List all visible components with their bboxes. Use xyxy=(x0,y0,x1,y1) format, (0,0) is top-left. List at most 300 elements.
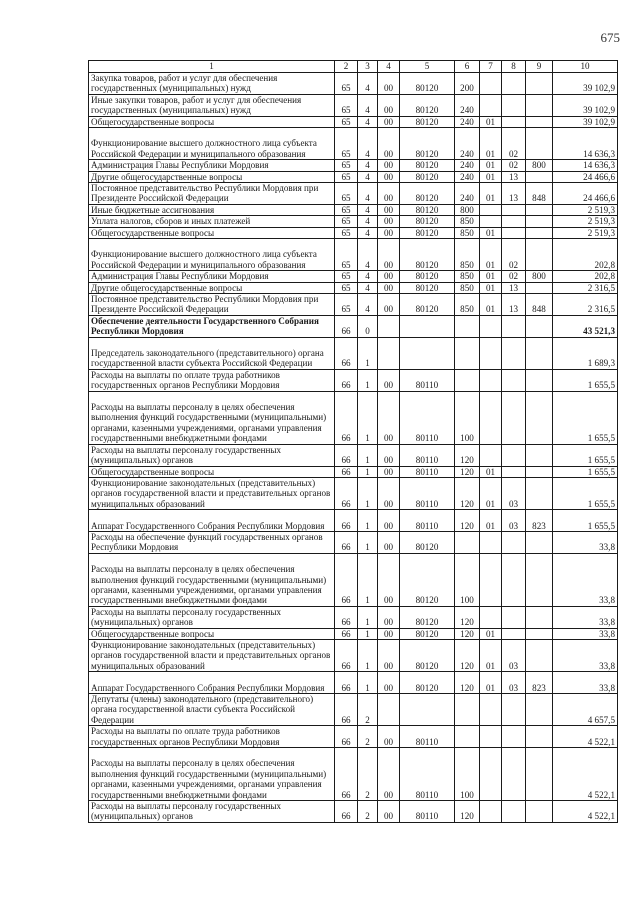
col6-cell xyxy=(455,726,480,748)
table-row xyxy=(89,726,618,748)
col4-cell: 00 xyxy=(378,639,400,671)
col9-cell xyxy=(526,639,553,671)
col5-cell: 80110 xyxy=(400,444,455,466)
col9-cell xyxy=(526,73,553,95)
col5-cell: 80110 xyxy=(400,391,455,444)
table-row xyxy=(89,315,618,337)
col6-cell: 240 xyxy=(455,183,480,205)
col8-cell: 02 xyxy=(502,160,526,171)
header-cell: 7 xyxy=(480,61,502,73)
col9-cell xyxy=(526,466,553,477)
col5-cell xyxy=(400,337,455,369)
col8-cell: 03 xyxy=(502,672,526,694)
col7-cell: 01 xyxy=(480,282,502,293)
col5-cell: 80110 xyxy=(400,748,455,801)
col7-cell xyxy=(480,391,502,444)
col5-cell: 80120 xyxy=(400,94,455,116)
col7-cell xyxy=(480,216,502,227)
col6-cell: 120 xyxy=(455,444,480,466)
col9-cell xyxy=(526,171,553,182)
col6-cell xyxy=(455,369,480,391)
col6-cell: 120 xyxy=(455,672,480,694)
row-name-cell: Председатель законодательного (представительного) органа государственной власти субъекта Российской Федерации xyxy=(89,337,335,369)
row-name-cell: Функционирование законодательных (представительных) органов государственной власти и представительных органов муниципальных образований xyxy=(89,477,335,509)
col2-cell: 65 xyxy=(335,271,358,282)
col3-cell: 4 xyxy=(358,271,378,282)
col2-cell: 65 xyxy=(335,116,358,127)
col4-cell: 00 xyxy=(378,116,400,127)
col7-cell: 01 xyxy=(480,466,502,477)
col7-cell xyxy=(480,444,502,466)
table-row xyxy=(89,204,618,215)
col2-cell: 65 xyxy=(335,183,358,205)
col4-cell: 00 xyxy=(378,216,400,227)
amount-cell: 33,8 xyxy=(553,639,618,671)
col5-cell: 80120 xyxy=(400,639,455,671)
col5-cell: 80120 xyxy=(400,239,455,271)
col3-cell: 1 xyxy=(358,553,378,606)
col7-cell xyxy=(480,73,502,95)
amount-cell: 39 102,9 xyxy=(553,116,618,127)
col5-cell: 80120 xyxy=(400,116,455,127)
col8-cell: 13 xyxy=(502,282,526,293)
col4-cell: 00 xyxy=(378,73,400,95)
col5-cell: 80120 xyxy=(400,628,455,639)
row-name-cell: Закупка товаров, работ и услуг для обеспечения государственных (муниципальных) нужд xyxy=(89,73,335,95)
col7-cell: 01 xyxy=(480,628,502,639)
col6-cell: 120 xyxy=(455,477,480,509)
row-name-cell: Расходы на выплаты персоналу в целях обеспечения выполнения функций государственными (муниципальными) органами, казенными учреждениями, органами управления государственными внебюджетными фондами xyxy=(89,748,335,801)
col2-cell: 66 xyxy=(335,315,358,337)
col2-cell: 66 xyxy=(335,628,358,639)
col3-cell: 4 xyxy=(358,160,378,171)
col7-cell: 01 xyxy=(480,183,502,205)
col2-cell: 66 xyxy=(335,531,358,553)
col5-cell: 80110 xyxy=(400,801,455,823)
col4-cell: 00 xyxy=(378,204,400,215)
col8-cell: 02 xyxy=(502,128,526,160)
col3-cell: 2 xyxy=(358,801,378,823)
col3-cell: 1 xyxy=(358,466,378,477)
col3-cell: 0 xyxy=(358,315,378,337)
col7-cell: 01 xyxy=(480,477,502,509)
row-name-cell: Депутаты (члены) законодательного (представительного) органа государственной власти субъекта Российской Федерации xyxy=(89,693,335,725)
col9-cell xyxy=(526,369,553,391)
col4-cell xyxy=(378,315,400,337)
header-row xyxy=(89,61,618,73)
row-name-cell: Расходы на выплаты персоналу в целях обеспечения выполнения функций государственными (муниципальными) органами, казенными учреждениями, органами управления государственными внебюджетными фондами xyxy=(89,553,335,606)
col3-cell: 4 xyxy=(358,216,378,227)
col2-cell: 65 xyxy=(335,227,358,238)
header-cell: 10 xyxy=(553,61,618,73)
col6-cell: 240 xyxy=(455,128,480,160)
amount-cell: 24 466,6 xyxy=(553,171,618,182)
col9-cell: 823 xyxy=(526,672,553,694)
amount-cell: 39 102,9 xyxy=(553,73,618,95)
col3-cell: 1 xyxy=(358,337,378,369)
col4-cell: 00 xyxy=(378,294,400,316)
amount-cell: 43 521,3 xyxy=(553,315,618,337)
col7-cell: 01 xyxy=(480,227,502,238)
col5-cell: 80120 xyxy=(400,553,455,606)
col5-cell: 80120 xyxy=(400,73,455,95)
col4-cell: 00 xyxy=(378,726,400,748)
col9-cell xyxy=(526,315,553,337)
col3-cell: 1 xyxy=(358,510,378,532)
col4-cell: 00 xyxy=(378,239,400,271)
col2-cell: 66 xyxy=(335,337,358,369)
col4-cell: 00 xyxy=(378,227,400,238)
header-cell: 4 xyxy=(378,61,400,73)
col5-cell: 80110 xyxy=(400,510,455,532)
col7-cell: 01 xyxy=(480,271,502,282)
col6-cell: 200 xyxy=(455,73,480,95)
col8-cell xyxy=(502,553,526,606)
col2-cell: 65 xyxy=(335,94,358,116)
table-row xyxy=(89,606,618,628)
col2-cell: 66 xyxy=(335,639,358,671)
row-name-cell: Другие общегосударственные вопросы xyxy=(89,171,335,182)
col3-cell: 4 xyxy=(358,239,378,271)
col8-cell xyxy=(502,444,526,466)
col9-cell xyxy=(526,216,553,227)
row-name-cell: Обеспечение деятельности Государственного Собрания Республики Мордовия xyxy=(89,315,335,337)
col7-cell: 01 xyxy=(480,116,502,127)
col2-cell: 66 xyxy=(335,726,358,748)
col6-cell xyxy=(455,315,480,337)
col9-cell xyxy=(526,801,553,823)
col7-cell xyxy=(480,531,502,553)
col2-cell: 65 xyxy=(335,171,358,182)
row-name-cell: Постоянное представительство Республики Мордовия при Президенте Российской Федерации xyxy=(89,183,335,205)
col8-cell: 03 xyxy=(502,510,526,532)
col3-cell: 1 xyxy=(358,444,378,466)
col4-cell: 00 xyxy=(378,628,400,639)
col6-cell xyxy=(455,693,480,725)
col9-cell xyxy=(526,628,553,639)
col9-cell xyxy=(526,444,553,466)
col2-cell: 65 xyxy=(335,282,358,293)
col3-cell: 4 xyxy=(358,227,378,238)
table-row xyxy=(89,466,618,477)
col2-cell: 66 xyxy=(335,606,358,628)
table-row xyxy=(89,73,618,95)
col7-cell xyxy=(480,369,502,391)
col5-cell: 80120 xyxy=(400,606,455,628)
col2-cell: 66 xyxy=(335,748,358,801)
col8-cell xyxy=(502,693,526,725)
col2-cell: 66 xyxy=(335,510,358,532)
col2-cell: 66 xyxy=(335,672,358,694)
col6-cell: 120 xyxy=(455,606,480,628)
col9-cell xyxy=(526,726,553,748)
col5-cell: 80120 xyxy=(400,160,455,171)
row-name-cell: Администрация Главы Республики Мордовия xyxy=(89,160,335,171)
amount-cell: 2 519,3 xyxy=(553,227,618,238)
row-name-cell: Расходы на выплаты персоналу государственных (муниципальных) органов xyxy=(89,801,335,823)
col9-cell xyxy=(526,531,553,553)
amount-cell: 4 522,1 xyxy=(553,726,618,748)
col4-cell: 00 xyxy=(378,510,400,532)
amount-cell: 1 655,5 xyxy=(553,369,618,391)
amount-cell: 2 316,5 xyxy=(553,282,618,293)
col4-cell: 00 xyxy=(378,128,400,160)
amount-cell: 2 519,3 xyxy=(553,216,618,227)
col9-cell xyxy=(526,391,553,444)
row-name-cell: Уплата налогов, сборов и иных платежей xyxy=(89,216,335,227)
row-name-cell: Расходы на обеспечение функций государственных органов Республики Мордовия xyxy=(89,531,335,553)
col4-cell: 00 xyxy=(378,477,400,509)
table-row xyxy=(89,672,618,694)
col9-cell xyxy=(526,748,553,801)
col5-cell: 80120 xyxy=(400,294,455,316)
col5-cell: 80120 xyxy=(400,227,455,238)
col7-cell: 01 xyxy=(480,294,502,316)
row-name-cell: Функционирование высшего должностного лица субъекта Российской Федерации и муниципального образования xyxy=(89,128,335,160)
table-row xyxy=(89,639,618,671)
col5-cell: 80120 xyxy=(400,183,455,205)
col9-cell xyxy=(526,204,553,215)
col3-cell: 4 xyxy=(358,171,378,182)
col6-cell: 850 xyxy=(455,227,480,238)
col8-cell xyxy=(502,337,526,369)
col9-cell xyxy=(526,606,553,628)
table-header xyxy=(89,61,618,73)
col2-cell: 66 xyxy=(335,801,358,823)
col7-cell: 01 xyxy=(480,239,502,271)
col4-cell xyxy=(378,693,400,725)
col3-cell: 1 xyxy=(358,628,378,639)
col6-cell: 240 xyxy=(455,116,480,127)
col4-cell: 00 xyxy=(378,160,400,171)
col2-cell: 65 xyxy=(335,204,358,215)
col6-cell: 240 xyxy=(455,94,480,116)
amount-cell: 202,8 xyxy=(553,271,618,282)
col6-cell: 850 xyxy=(455,282,480,293)
row-name-cell: Общегосударственные вопросы xyxy=(89,466,335,477)
col2-cell: 65 xyxy=(335,160,358,171)
table-row xyxy=(89,271,618,282)
amount-cell: 14 636,3 xyxy=(553,128,618,160)
col3-cell: 4 xyxy=(358,204,378,215)
col8-cell: 13 xyxy=(502,171,526,182)
col5-cell: 80120 xyxy=(400,531,455,553)
col6-cell: 850 xyxy=(455,294,480,316)
table-row xyxy=(89,227,618,238)
amount-cell: 33,8 xyxy=(553,606,618,628)
amount-cell: 4 522,1 xyxy=(553,801,618,823)
col6-cell: 100 xyxy=(455,553,480,606)
table-row xyxy=(89,510,618,532)
col5-cell xyxy=(400,315,455,337)
col6-cell: 850 xyxy=(455,271,480,282)
table-row xyxy=(89,216,618,227)
col4-cell: 00 xyxy=(378,171,400,182)
row-name-cell: Постоянное представительство Республики Мордовия при Президенте Российской Федерации xyxy=(89,294,335,316)
col9-cell xyxy=(526,693,553,725)
col8-cell xyxy=(502,204,526,215)
col3-cell: 4 xyxy=(358,183,378,205)
col9-cell: 823 xyxy=(526,510,553,532)
col8-cell: 03 xyxy=(502,477,526,509)
col8-cell xyxy=(502,94,526,116)
col9-cell: 848 xyxy=(526,183,553,205)
table-row xyxy=(89,391,618,444)
table-row xyxy=(89,801,618,823)
col3-cell: 1 xyxy=(358,391,378,444)
header-cell: 8 xyxy=(502,61,526,73)
row-name-cell: Администрация Главы Республики Мордовия xyxy=(89,271,335,282)
table-row xyxy=(89,337,618,369)
col3-cell: 2 xyxy=(358,693,378,725)
amount-cell: 4 657,5 xyxy=(553,693,618,725)
col4-cell: 00 xyxy=(378,466,400,477)
row-name-cell: Функционирование законодательных (представительных) органов государственной власти и представительных органов муниципальных образований xyxy=(89,639,335,671)
col9-cell xyxy=(526,553,553,606)
col8-cell xyxy=(502,227,526,238)
col6-cell: 100 xyxy=(455,748,480,801)
col8-cell xyxy=(502,628,526,639)
col8-cell: 03 xyxy=(502,639,526,671)
col5-cell: 80110 xyxy=(400,726,455,748)
row-name-cell: Аппарат Государственного Собрания Республики Мордовия xyxy=(89,510,335,532)
col7-cell: 01 xyxy=(480,510,502,532)
header-cell: 1 xyxy=(89,61,335,73)
col8-cell xyxy=(502,466,526,477)
col3-cell: 1 xyxy=(358,477,378,509)
col2-cell: 66 xyxy=(335,466,358,477)
amount-cell: 39 102,9 xyxy=(553,94,618,116)
col3-cell: 4 xyxy=(358,73,378,95)
col5-cell: 80110 xyxy=(400,477,455,509)
col6-cell: 120 xyxy=(455,628,480,639)
amount-cell: 1 655,5 xyxy=(553,510,618,532)
col6-cell: 240 xyxy=(455,160,480,171)
table-row xyxy=(89,531,618,553)
col9-cell xyxy=(526,116,553,127)
row-name-cell: Иные бюджетные ассигнования xyxy=(89,204,335,215)
col3-cell: 4 xyxy=(358,294,378,316)
col4-cell: 00 xyxy=(378,672,400,694)
table-row xyxy=(89,693,618,725)
header-cell: 3 xyxy=(358,61,378,73)
col8-cell xyxy=(502,748,526,801)
col9-cell: 800 xyxy=(526,160,553,171)
amount-cell: 1 655,5 xyxy=(553,444,618,466)
col5-cell: 80120 xyxy=(400,204,455,215)
table-row xyxy=(89,628,618,639)
col3-cell: 2 xyxy=(358,748,378,801)
col3-cell: 1 xyxy=(358,672,378,694)
col4-cell: 00 xyxy=(378,531,400,553)
col5-cell: 80120 xyxy=(400,271,455,282)
col9-cell xyxy=(526,337,553,369)
col2-cell: 66 xyxy=(335,444,358,466)
col2-cell: 65 xyxy=(335,239,358,271)
col9-cell xyxy=(526,239,553,271)
col2-cell: 65 xyxy=(335,128,358,160)
amount-cell: 33,8 xyxy=(553,553,618,606)
row-name-cell: Аппарат Государственного Собрания Республики Мордовия xyxy=(89,672,335,694)
col3-cell: 4 xyxy=(358,282,378,293)
col6-cell: 240 xyxy=(455,171,480,182)
col2-cell: 66 xyxy=(335,693,358,725)
col4-cell: 00 xyxy=(378,94,400,116)
row-name-cell: Расходы на выплаты по оплате труда работников государственных органов Республики Мордовия xyxy=(89,369,335,391)
col8-cell xyxy=(502,391,526,444)
col2-cell: 66 xyxy=(335,477,358,509)
col8-cell xyxy=(502,369,526,391)
col8-cell xyxy=(502,216,526,227)
amount-cell: 202,8 xyxy=(553,239,618,271)
amount-cell: 2 316,5 xyxy=(553,294,618,316)
row-name-cell: Расходы на выплаты по оплате труда работников государственных органов Республики Мордовия xyxy=(89,726,335,748)
amount-cell: 24 466,6 xyxy=(553,183,618,205)
col5-cell: 80120 xyxy=(400,171,455,182)
header-cell: 9 xyxy=(526,61,553,73)
col2-cell: 65 xyxy=(335,73,358,95)
row-name-cell: Функционирование высшего должностного лица субъекта Российской Федерации и муниципального образования xyxy=(89,239,335,271)
col3-cell: 1 xyxy=(358,531,378,553)
amount-cell: 1 655,5 xyxy=(553,477,618,509)
row-name-cell: Общегосударственные вопросы xyxy=(89,116,335,127)
col6-cell: 800 xyxy=(455,204,480,215)
col7-cell: 01 xyxy=(480,128,502,160)
amount-cell: 33,8 xyxy=(553,628,618,639)
table-row xyxy=(89,160,618,171)
col3-cell: 2 xyxy=(358,726,378,748)
amount-cell: 2 519,3 xyxy=(553,204,618,215)
col7-cell xyxy=(480,606,502,628)
row-name-cell: Другие общегосударственные вопросы xyxy=(89,282,335,293)
col5-cell: 80120 xyxy=(400,282,455,293)
col7-cell xyxy=(480,337,502,369)
col7-cell xyxy=(480,94,502,116)
col7-cell xyxy=(480,801,502,823)
table-row xyxy=(89,94,618,116)
table-row xyxy=(89,171,618,182)
col4-cell: 00 xyxy=(378,553,400,606)
col8-cell xyxy=(502,73,526,95)
col7-cell: 01 xyxy=(480,639,502,671)
col4-cell: 00 xyxy=(378,183,400,205)
col8-cell xyxy=(502,726,526,748)
table-row xyxy=(89,294,618,316)
col6-cell: 120 xyxy=(455,639,480,671)
table-row xyxy=(89,239,618,271)
col9-cell: 800 xyxy=(526,271,553,282)
header-cell: 2 xyxy=(335,61,358,73)
col3-cell: 1 xyxy=(358,606,378,628)
col7-cell xyxy=(480,553,502,606)
col4-cell xyxy=(378,337,400,369)
amount-cell: 4 522,1 xyxy=(553,748,618,801)
amount-cell: 14 636,3 xyxy=(553,160,618,171)
col4-cell: 00 xyxy=(378,369,400,391)
row-name-cell: Общегосударственные вопросы xyxy=(89,227,335,238)
row-name-cell: Общегосударственные вопросы xyxy=(89,628,335,639)
col6-cell xyxy=(455,337,480,369)
col4-cell: 00 xyxy=(378,271,400,282)
col8-cell xyxy=(502,606,526,628)
col9-cell: 848 xyxy=(526,294,553,316)
col9-cell xyxy=(526,477,553,509)
table-row xyxy=(89,128,618,160)
col2-cell: 66 xyxy=(335,369,358,391)
col4-cell: 00 xyxy=(378,391,400,444)
col4-cell: 00 xyxy=(378,444,400,466)
col7-cell xyxy=(480,204,502,215)
